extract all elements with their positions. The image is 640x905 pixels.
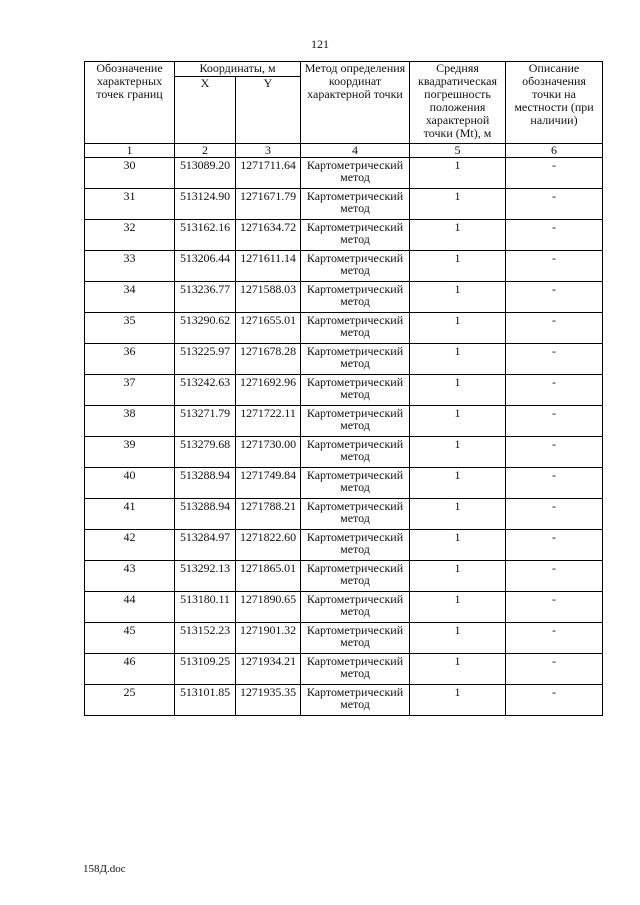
table-row: [85, 561, 603, 592]
cell-method: Картометрический метод: [301, 592, 410, 623]
table-row: [85, 189, 603, 220]
cell-x: 513279.68: [175, 437, 236, 468]
cell-method: Картометрический метод: [301, 313, 410, 344]
cell-y: 1271655.01: [236, 313, 301, 344]
cell-point: 43: [85, 561, 175, 592]
cell-method: Картометрический метод: [301, 375, 410, 406]
cell-description: -: [506, 592, 603, 623]
cell-y: 1271730.00: [236, 437, 301, 468]
cell-description: -: [506, 437, 603, 468]
cell-error: 1: [410, 685, 506, 716]
boundary-points-table: [84, 61, 603, 716]
cell-y: 1271588.03: [236, 282, 301, 313]
table-row: [85, 685, 603, 716]
table-row: [85, 158, 603, 189]
cell-point: 31: [85, 189, 175, 220]
cell-description: -: [506, 561, 603, 592]
header-description: Описание обозначения точки на местности (при наличии): [506, 62, 603, 144]
cell-point: 36: [85, 344, 175, 375]
column-number: 2: [175, 144, 236, 158]
cell-method: Картометрический метод: [301, 685, 410, 716]
cell-method: Картометрический метод: [301, 282, 410, 313]
cell-method: Картометрический метод: [301, 499, 410, 530]
cell-error: 1: [410, 220, 506, 251]
cell-point: 46: [85, 654, 175, 685]
cell-description: -: [506, 468, 603, 499]
cell-error: 1: [410, 592, 506, 623]
table-body: [85, 144, 603, 716]
cell-error: 1: [410, 344, 506, 375]
cell-method: Картометрический метод: [301, 344, 410, 375]
cell-point: 32: [85, 220, 175, 251]
cell-error: 1: [410, 530, 506, 561]
cell-description: -: [506, 530, 603, 561]
cell-description: -: [506, 375, 603, 406]
cell-x: 513152.23: [175, 623, 236, 654]
cell-method: Картометрический метод: [301, 468, 410, 499]
cell-x: 513162.16: [175, 220, 236, 251]
footer-file-name: 158Д.doc: [83, 863, 126, 875]
cell-y: 1271711.64: [236, 158, 301, 189]
cell-error: 1: [410, 654, 506, 685]
cell-error: 1: [410, 499, 506, 530]
table-row: [85, 406, 603, 437]
table-row: [85, 623, 603, 654]
cell-description: -: [506, 158, 603, 189]
table-row: [85, 344, 603, 375]
cell-method: Картометрический метод: [301, 251, 410, 282]
cell-x: 513284.97: [175, 530, 236, 561]
cell-x: 513242.63: [175, 375, 236, 406]
column-number-row: [85, 144, 603, 158]
table-row: [85, 282, 603, 313]
cell-method: Картометрический метод: [301, 437, 410, 468]
cell-error: 1: [410, 282, 506, 313]
cell-x: 513180.11: [175, 592, 236, 623]
cell-error: 1: [410, 623, 506, 654]
cell-y: 1271935.35: [236, 685, 301, 716]
cell-error: 1: [410, 468, 506, 499]
header-coordinates: Координаты, м: [175, 62, 301, 77]
cell-y: 1271671.79: [236, 189, 301, 220]
cell-method: Картометрический метод: [301, 220, 410, 251]
cell-x: 513206.44: [175, 251, 236, 282]
table-row: [85, 499, 603, 530]
cell-description: -: [506, 344, 603, 375]
cell-point: 42: [85, 530, 175, 561]
cell-y: 1271934.21: [236, 654, 301, 685]
cell-y: 1271865.01: [236, 561, 301, 592]
cell-error: 1: [410, 251, 506, 282]
column-number: 5: [410, 144, 506, 158]
cell-y: 1271901.32: [236, 623, 301, 654]
cell-point: 37: [85, 375, 175, 406]
column-number: 1: [85, 144, 175, 158]
cell-x: 513292.13: [175, 561, 236, 592]
cell-method: Картометрический метод: [301, 561, 410, 592]
table-row: [85, 437, 603, 468]
cell-x: 513124.90: [175, 189, 236, 220]
cell-error: 1: [410, 375, 506, 406]
table-row: [85, 468, 603, 499]
cell-point: 44: [85, 592, 175, 623]
cell-x: 513109.25: [175, 654, 236, 685]
header-row-1: [85, 62, 603, 77]
cell-y: 1271722.11: [236, 406, 301, 437]
cell-point: 25: [85, 685, 175, 716]
header-x: X: [175, 77, 236, 144]
header-y: Y: [236, 77, 301, 144]
cell-error: 1: [410, 437, 506, 468]
header-method: Метод определения координат характерной точки: [301, 62, 410, 144]
cell-method: Картометрический метод: [301, 189, 410, 220]
table-row: [85, 530, 603, 561]
cell-method: Картометрический метод: [301, 530, 410, 561]
header-point: Обозначение характерных точек границ: [85, 62, 175, 144]
cell-x: 513236.77: [175, 282, 236, 313]
header-error: Средняя квадратическая погрешность положения характерной точки (Mt), м: [410, 62, 506, 144]
cell-y: 1271634.72: [236, 220, 301, 251]
cell-x: 513288.94: [175, 499, 236, 530]
cell-method: Картометрический метод: [301, 654, 410, 685]
cell-x: 513271.79: [175, 406, 236, 437]
cell-description: -: [506, 654, 603, 685]
table-row: [85, 654, 603, 685]
cell-point: 34: [85, 282, 175, 313]
table-row: [85, 313, 603, 344]
cell-error: 1: [410, 313, 506, 344]
table-row: [85, 220, 603, 251]
cell-x: 513101.85: [175, 685, 236, 716]
cell-point: 38: [85, 406, 175, 437]
cell-point: 39: [85, 437, 175, 468]
cell-y: 1271749.84: [236, 468, 301, 499]
cell-method: Картометрический метод: [301, 406, 410, 437]
cell-description: -: [506, 623, 603, 654]
cell-method: Картометрический метод: [301, 158, 410, 189]
cell-description: -: [506, 282, 603, 313]
page-number: 121: [311, 37, 329, 51]
cell-point: 40: [85, 468, 175, 499]
cell-x: 513288.94: [175, 468, 236, 499]
cell-y: 1271611.14: [236, 251, 301, 282]
cell-error: 1: [410, 406, 506, 437]
cell-description: -: [506, 313, 603, 344]
cell-point: 41: [85, 499, 175, 530]
cell-error: 1: [410, 561, 506, 592]
cell-description: -: [506, 220, 603, 251]
cell-description: -: [506, 189, 603, 220]
cell-point: 30: [85, 158, 175, 189]
cell-y: 1271822.60: [236, 530, 301, 561]
table-row: [85, 251, 603, 282]
column-number: 4: [301, 144, 410, 158]
cell-error: 1: [410, 158, 506, 189]
column-number: 3: [236, 144, 301, 158]
cell-y: 1271890.65: [236, 592, 301, 623]
cell-point: 33: [85, 251, 175, 282]
cell-point: 45: [85, 623, 175, 654]
cell-y: 1271692.96: [236, 375, 301, 406]
cell-x: 513089.20: [175, 158, 236, 189]
cell-method: Картометрический метод: [301, 623, 410, 654]
cell-error: 1: [410, 189, 506, 220]
cell-point: 35: [85, 313, 175, 344]
cell-description: -: [506, 251, 603, 282]
table-row: [85, 375, 603, 406]
cell-description: -: [506, 685, 603, 716]
cell-x: 513225.97: [175, 344, 236, 375]
cell-description: -: [506, 499, 603, 530]
column-number: 6: [506, 144, 603, 158]
table-row: [85, 592, 603, 623]
cell-x: 513290.62: [175, 313, 236, 344]
cell-y: 1271678.28: [236, 344, 301, 375]
cell-description: -: [506, 406, 603, 437]
cell-y: 1271788.21: [236, 499, 301, 530]
